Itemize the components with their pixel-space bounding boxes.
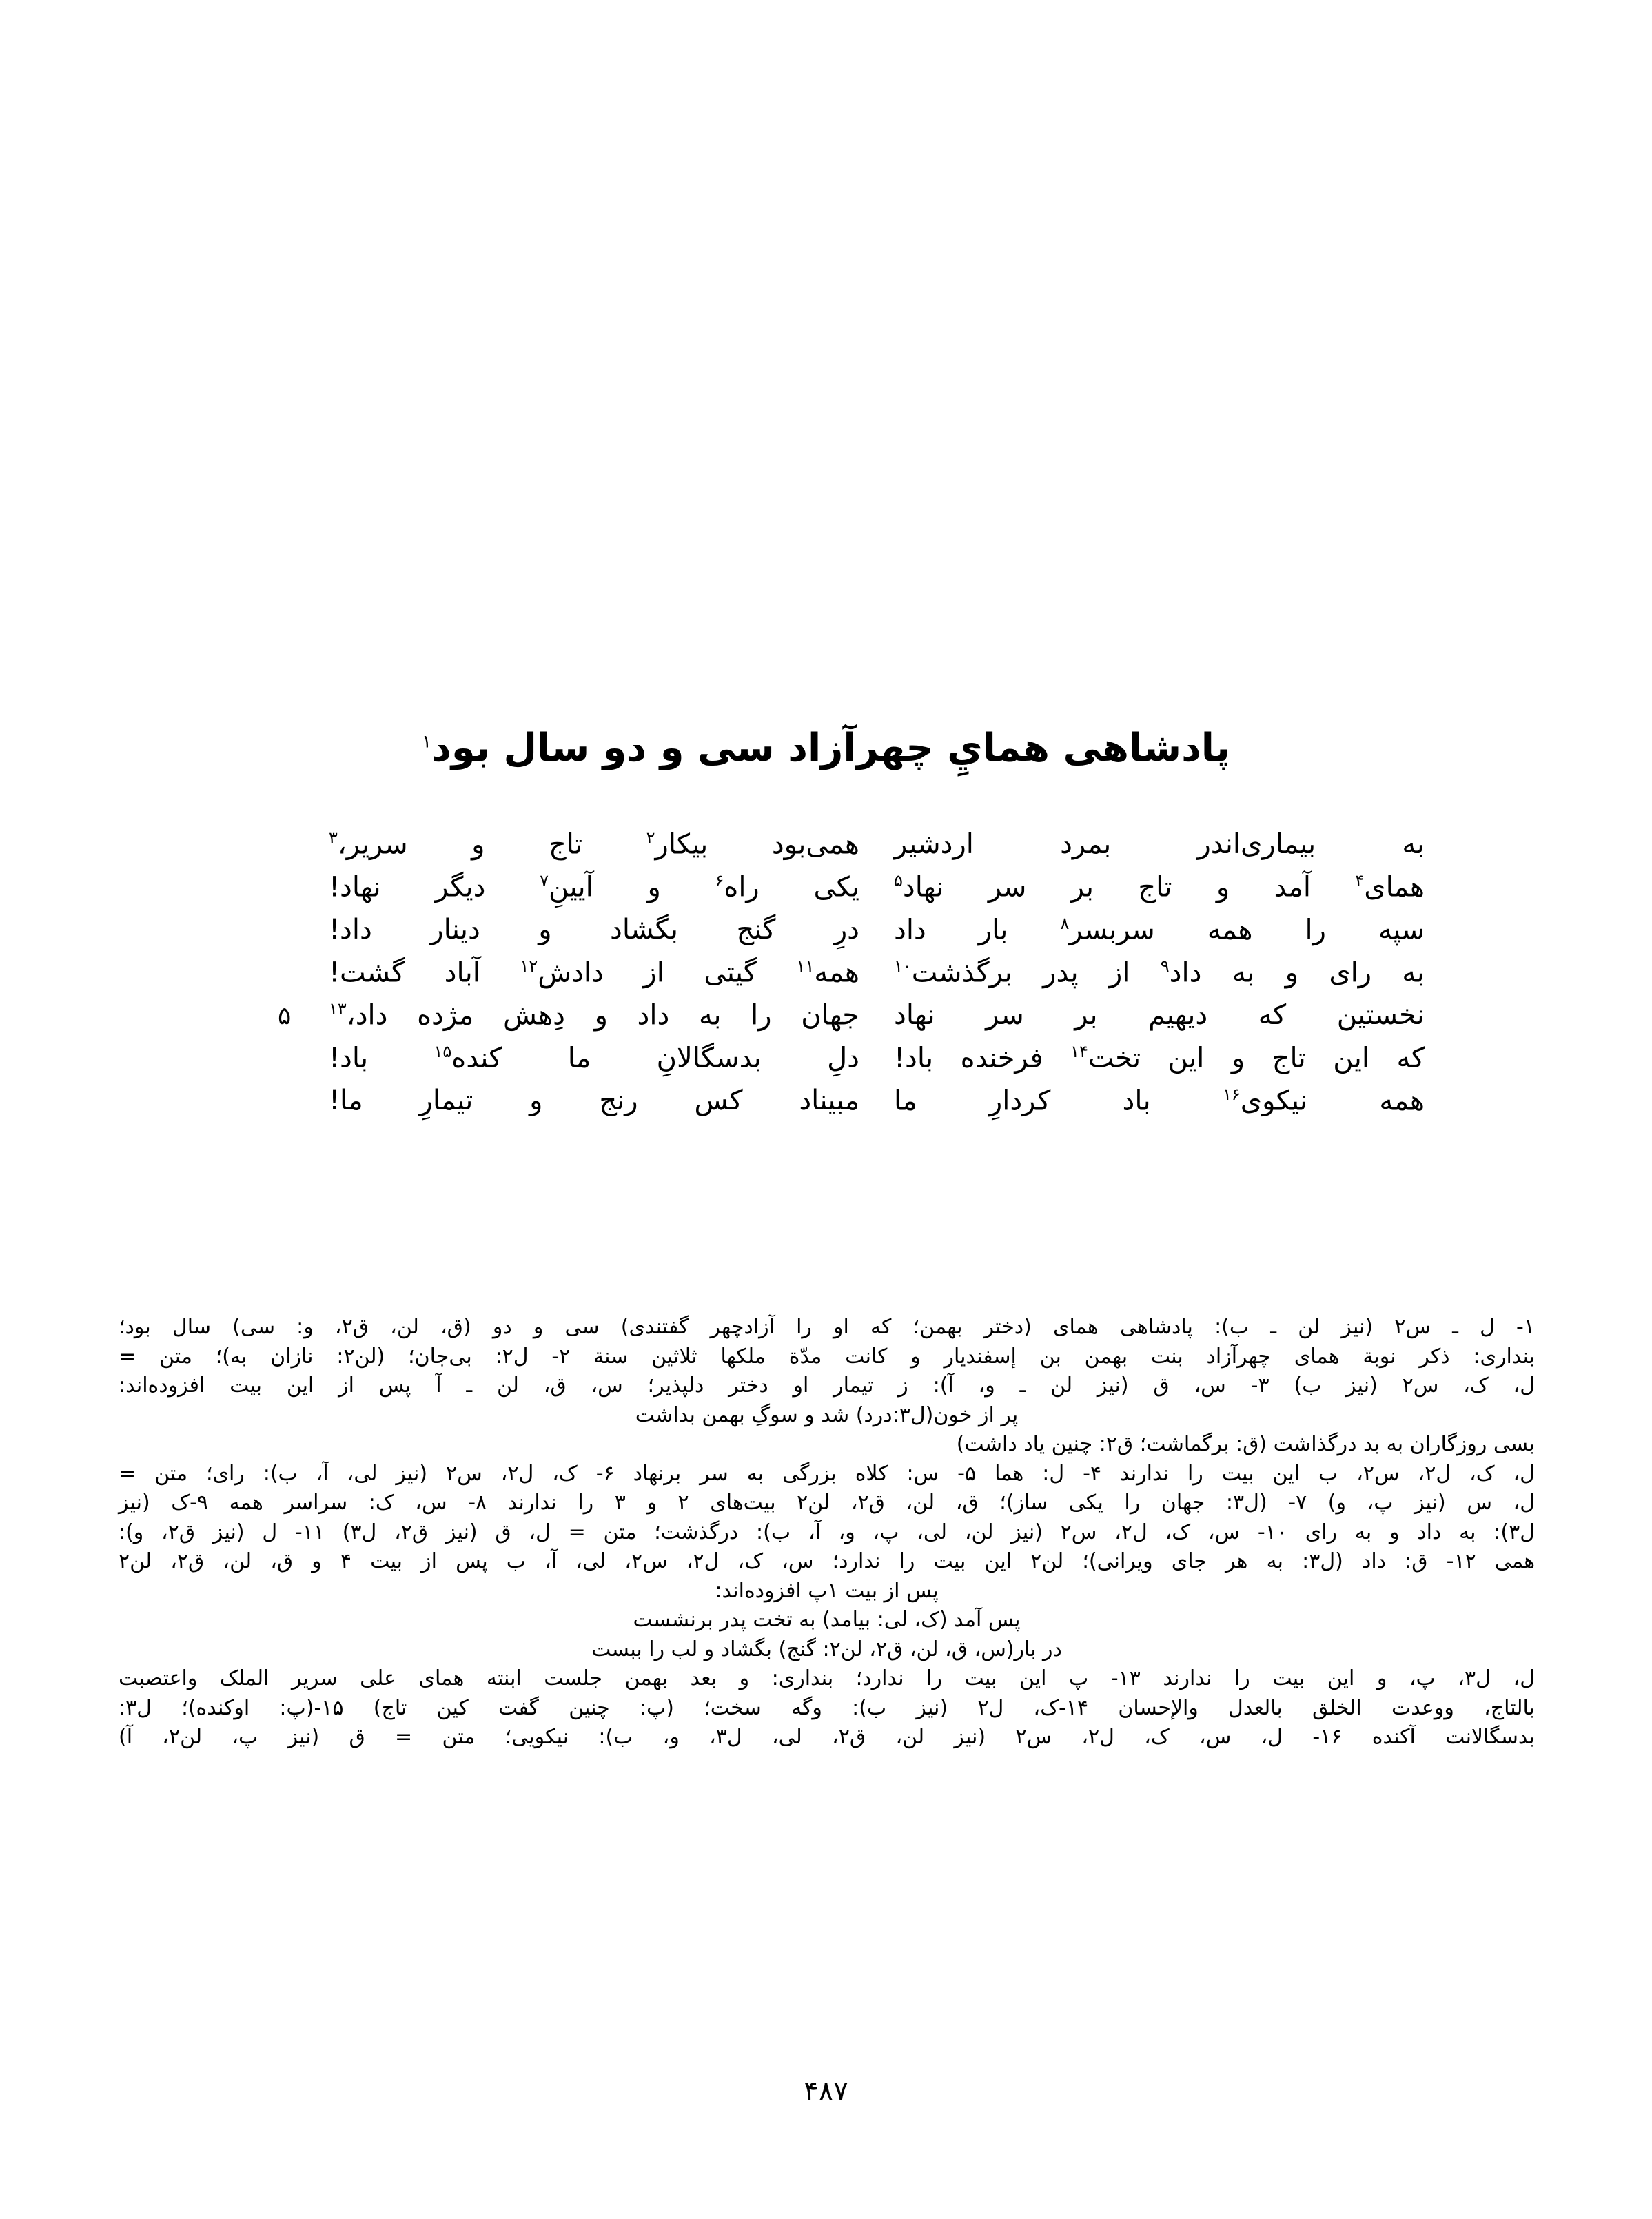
apparatus-line: بنداری: ذکر نوبة همای چهرآزاد بنت بهمن بن إسفندیار و کانت مدّة ملکها ثلاثین سنة ۲- ل۲: بی‌جان؛ (لن۲: نازان به)؛ متن = — [119, 1344, 1535, 1369]
apparatus-line: ۱- ل ـ س۲ (نیز لن ـ ب): پادشاهی همای (دختر بهمن؛ که او را آزادچهر گفتندی) سی و دو (ق، لن، ق۲، و: سی) سال بود؛ — [119, 1315, 1535, 1339]
note-marker: ۱۳ — [329, 999, 347, 1019]
hemistich-right-tail: باد کردارِ ما — [894, 1085, 1223, 1117]
apparatus-line: ل، س (نیز پ، و) ۷- (ل۳: جهان را یکی ساز)؛ ق، لن، ق۲، لن۲ بیت‌های ۲ و ۳ را ندارند ۸- س، ک: سراسر همه ۹-ک (نیز — [119, 1491, 1535, 1515]
note-marker: ۱۴ — [1070, 1042, 1088, 1061]
verse-number: ۵ — [278, 1002, 292, 1031]
verse-row — [239, 859, 1425, 902]
hemistich-right-text: سپه را همه سربسر — [1069, 914, 1425, 946]
note-marker: ۹ — [1160, 957, 1170, 976]
note-marker: ۱۱ — [796, 957, 815, 976]
verse-row — [239, 1073, 1425, 1116]
hemistich-left — [329, 1079, 859, 1122]
verse-row — [239, 988, 1425, 1030]
note-marker: ۶ — [715, 871, 724, 890]
note-marker: ۱۶ — [1222, 1085, 1241, 1104]
apparatus-inserted-verse-right: پر از خون(ل۳:درد) شد و سوگِ بهمن بداشت — [635, 1402, 1019, 1427]
note-marker: ۷ — [540, 871, 549, 890]
hemistich-right-tail: فرخنده باد! — [894, 1042, 1071, 1074]
hemistich-right — [859, 902, 1425, 951]
hemistich-left-text: درِ گنج بگشاد و دینار داد! — [329, 914, 859, 946]
hemistich-right — [859, 1073, 1425, 1122]
hemistich-left-text: همی‌بود بیکار — [655, 828, 859, 861]
apparatus-line: ل۳): به داد و به رای ۱۰- س، ک، ل۲، س۲ (نیز لن، لی، پ، و، آ، ب): درگذشت؛ متن = ل، ق (نیز ق۲، ل۳) ۱۱- ل (نیز ق۲، و): — [119, 1520, 1535, 1544]
verse-row — [239, 817, 1425, 859]
hemistich-right-tail: آمد و تاج بر سر نهاد — [902, 871, 1356, 903]
apparatus-inserted-verse-2-second: در بار(س، ق، لن، ق۲، لن۲: گنج) بگشاد و لب را ببست — [591, 1637, 1062, 1661]
note-marker: ۱۵ — [434, 1042, 452, 1061]
note-marker: ۲ — [646, 828, 655, 848]
hemistich-left — [329, 945, 859, 994]
apparatus-line: پس از بیت ۱پ افزوده‌اند: — [715, 1578, 939, 1603]
hemistich-left-tail: گیتی از دادش — [538, 957, 797, 989]
verse-block — [239, 817, 1425, 1116]
verse-row — [239, 945, 1425, 988]
hemistich-right-tail: از پدر برگذشت — [911, 957, 1161, 989]
hemistich-left — [329, 817, 859, 866]
hemistich-left-tail: تاج و سریر، — [337, 828, 646, 861]
hemistich-left — [329, 1030, 859, 1079]
hemistich-right-text: همه نیکوی — [1240, 1085, 1425, 1117]
hemistich-left-text: همه — [814, 957, 859, 989]
hemistich-left-tail2: دیگر نهاد! — [329, 871, 540, 903]
note-marker: ۱۰ — [894, 957, 912, 976]
hemistich-right-text: به رای و به داد — [1169, 957, 1425, 989]
title-note-marker: ۱ — [422, 730, 432, 752]
hemistich-right-text: که این تاج و این تخت — [1088, 1042, 1425, 1074]
apparatus-inserted-verse-left: بسی روزگاران به بد درگذاشت (ق: برگماشت؛ ق۲: چنین یاد داشت) — [956, 1432, 1535, 1456]
hemistich-left-tail2: آباد گشت! — [329, 957, 520, 989]
chapter-title-block — [0, 696, 1652, 800]
apparatus-line: ل، ک، ل۲، س۲، ب این بیت را ندارند ۴- ل: هما ۵- س: کلاه بزرگی به سر برنهاد ۶- ک، ل۲، س۲ (نیز لی، آ، ب): رای؛ متن = — [119, 1461, 1535, 1486]
hemistich-left — [329, 859, 859, 908]
verse-row — [239, 1030, 1425, 1073]
apparatus-line: بالتاج، ووعدت الخلق بالعدل والإحسان ۱۴-ک، ل۲ (نیز ب): وگه سخت؛ (پ: چنین گفت کین تاج) ۱۵-(پ: اوکنده)؛ ل۳: — [119, 1695, 1535, 1720]
hemistich-right-text: همای — [1364, 871, 1425, 903]
apparatus-line: ل، ک، س۲ (نیز ب) ۳- س، ق (نیز لن ـ و، آ): ز تیمار او دختر دلپذیر؛ س، ق، لن ـ آ پس از این بیت افزوده‌اند: — [119, 1373, 1535, 1398]
note-marker: ۸ — [1060, 914, 1070, 933]
apparatus-line: همی ۱۲- ق: داد (ل۳: به هر جای ویرانی)؛ لن۲ این بیت را ندارد؛ س، ک، ل۲، س۲، لی، آ، ب پس از بیت ۴ و ق، لن، ق۲، لن۲ — [119, 1549, 1536, 1573]
hemistich-left-text: جهان را به داد و دِهش مژده داد، — [346, 999, 859, 1032]
note-marker: ۴ — [1355, 871, 1365, 890]
apparatus-inserted-verse-2: پس آمد (ک، لی: بیامد) به تخت پدر برنشست — [633, 1608, 1021, 1632]
hemistich-left-text: دلِ بدسگالانِ ما کنده — [451, 1042, 859, 1074]
hemistich-left-text: یکی راه — [724, 871, 860, 903]
hemistich-left-tail: و آیینِ — [549, 871, 715, 903]
hemistich-right-text: نخستین که دیهیم بر سر نهاد — [894, 999, 1425, 1032]
page-title — [422, 722, 1230, 775]
note-marker: ۱۲ — [520, 957, 538, 976]
note-marker: ۳ — [329, 828, 338, 848]
chapter-title-text: پادشاهی همايِ چهرآزاد سی و دو سال بود — [431, 725, 1230, 770]
hemistich-right — [859, 945, 1425, 994]
note-marker: ۵ — [894, 871, 903, 890]
apparatus-line: ل، ل۳، پ، و این بیت را ندارند ۱۳- پ این بیت را ندارد؛ بنداری: و بعد بهمن جلست ابنته همای علی سریر الملک واعتصبت — [119, 1666, 1535, 1690]
page-number: ۴۸۷ — [804, 2076, 848, 2107]
apparatus-line: بدسگالانت آکنده ۱۶- ل، س، ک، ل۲، س۲ (نیز لن، ق۲، لی، ل۳، و، ب): نیکویی؛ متن = ق (نیز پ، لن۲، آ) — [119, 1725, 1535, 1749]
hemistich-right — [859, 1030, 1425, 1079]
hemistich-left-text: مبیناد کس رنج و تیمارِ ما! — [329, 1085, 859, 1117]
hemistich-right — [859, 859, 1425, 908]
critical-apparatus — [119, 1313, 1535, 1752]
hemistich-right-tail: بار داد — [894, 914, 1061, 946]
hemistich-left — [329, 988, 859, 1036]
hemistich-right-text: به بیماری‌اندر بمرد اردشیر — [894, 828, 1425, 861]
verse-row — [239, 902, 1425, 945]
hemistich-left-tail: باد! — [329, 1042, 434, 1074]
